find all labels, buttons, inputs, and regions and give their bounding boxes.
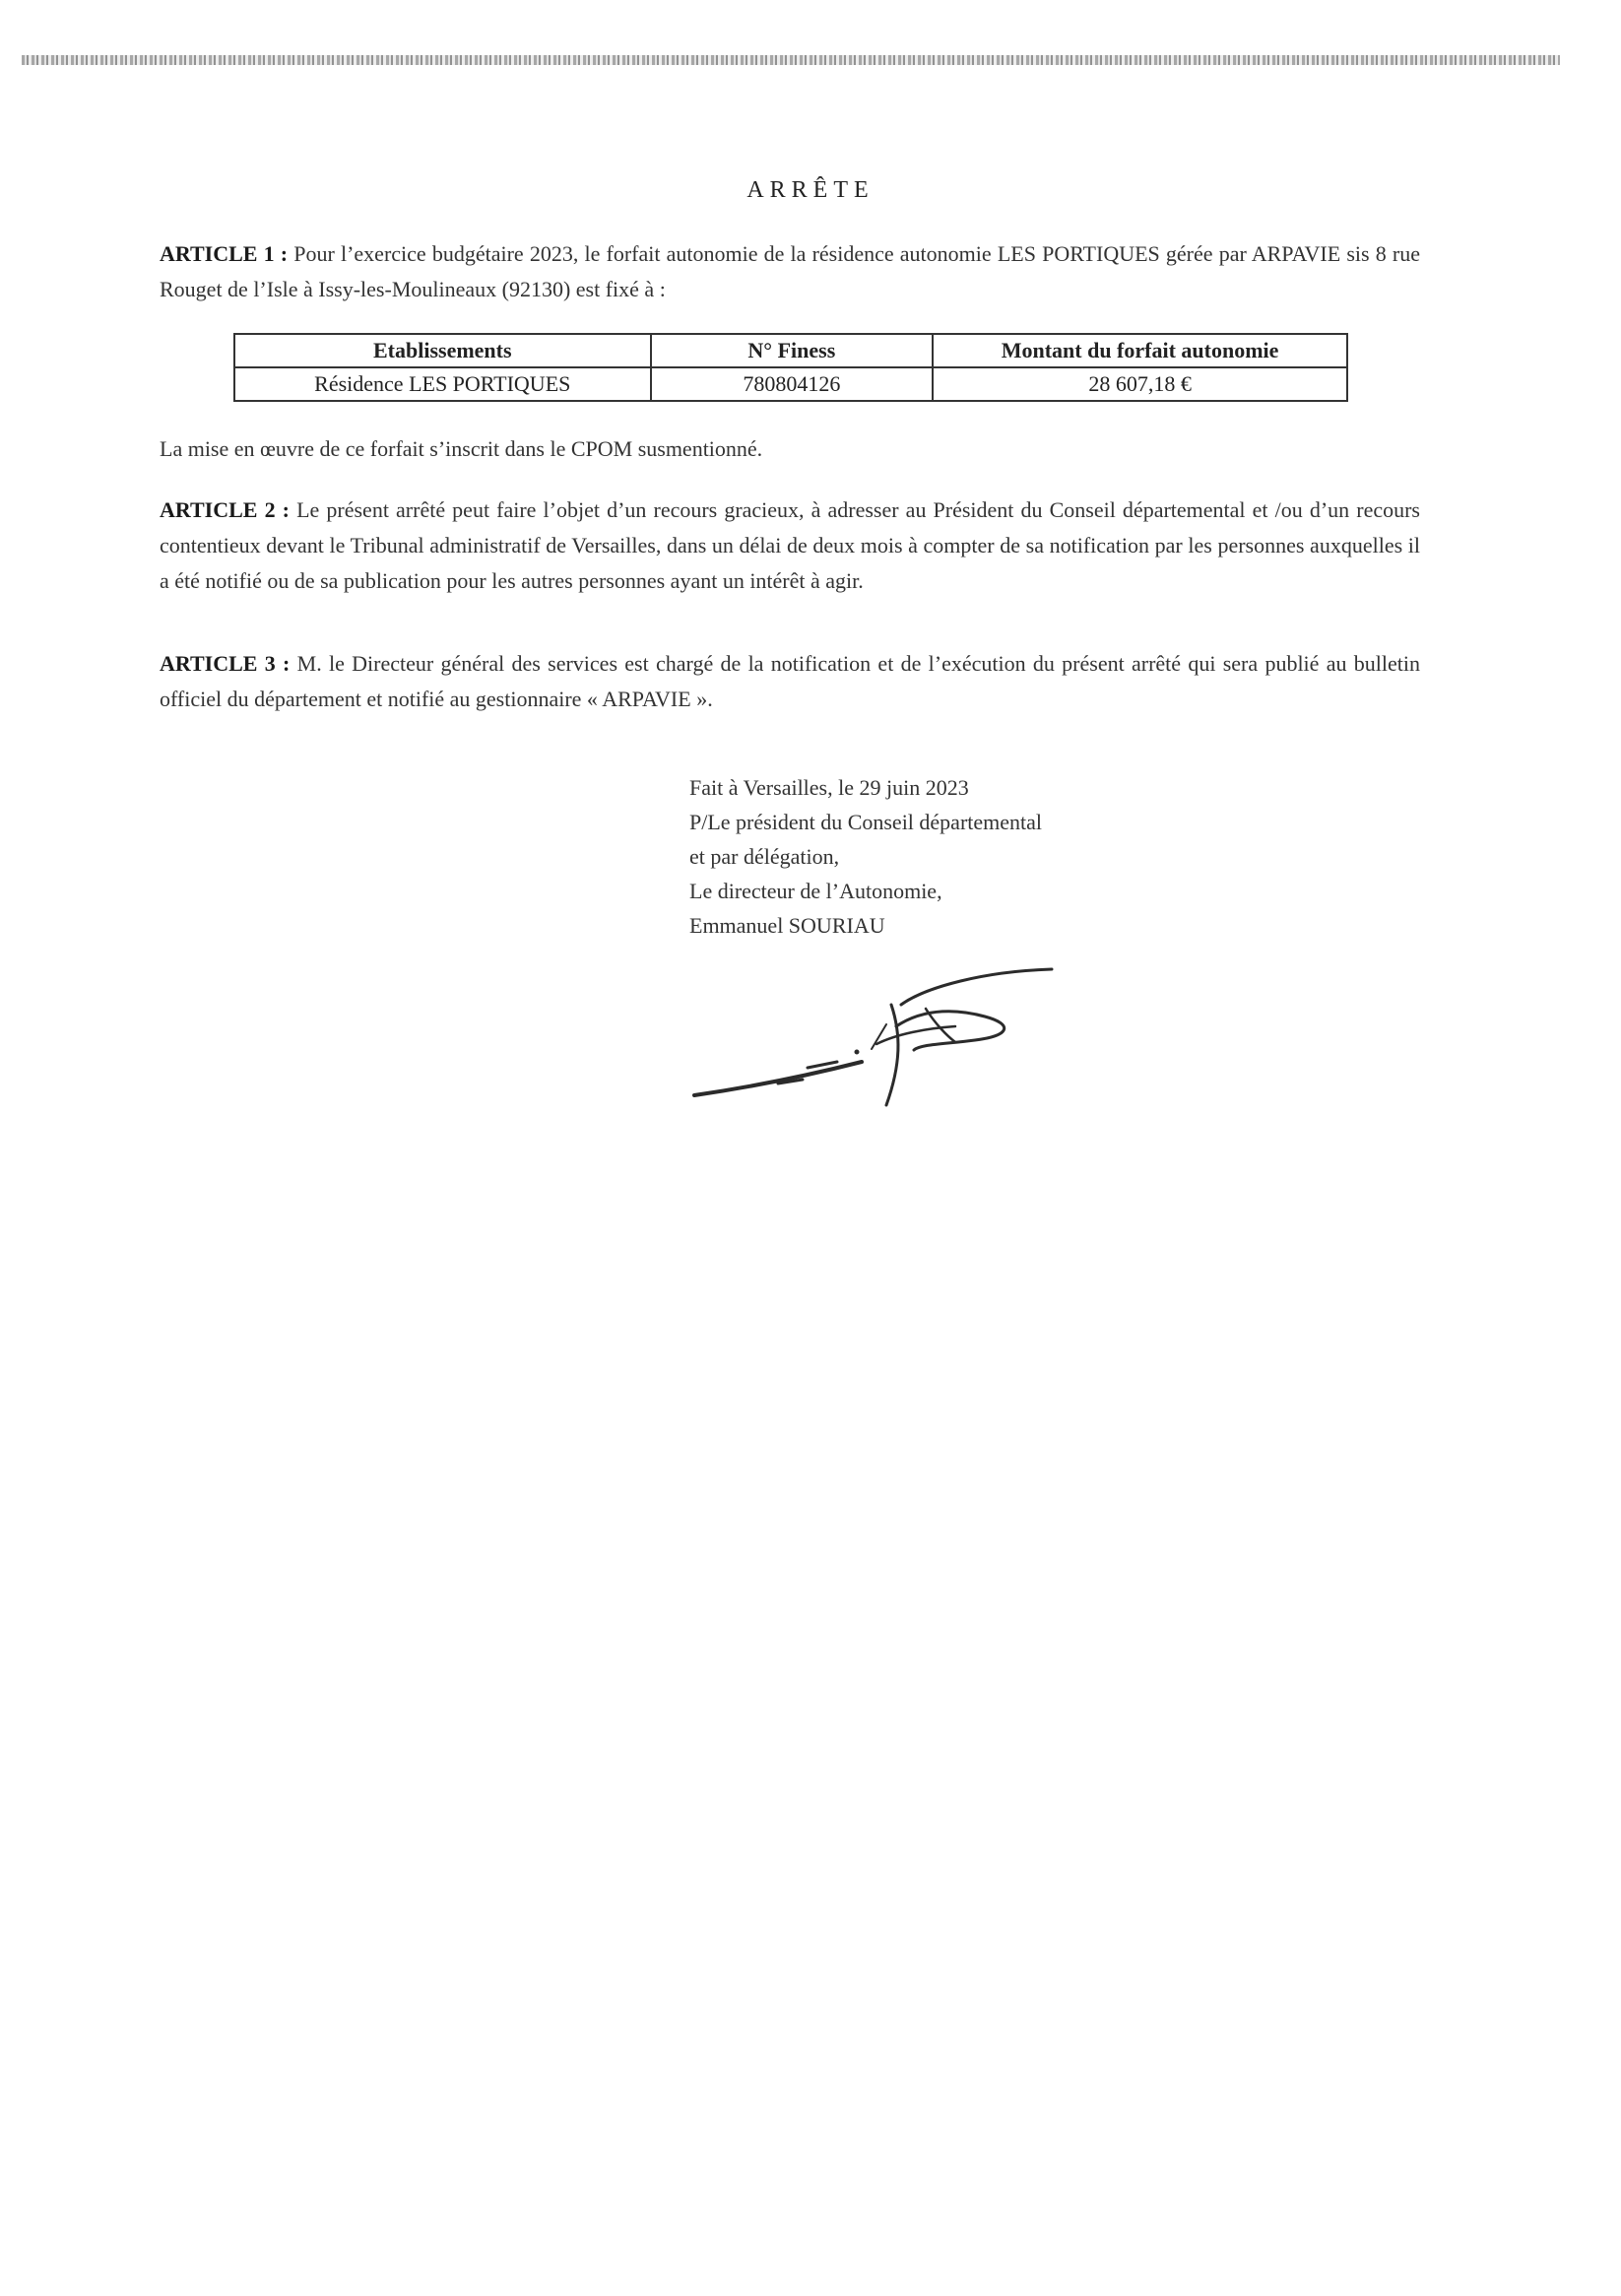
signature-block <box>689 770 1042 943</box>
article-2 <box>160 492 1420 599</box>
signature-name: Emmanuel SOURIAU <box>689 913 885 938</box>
cell-montant: 28 607,18 € <box>933 367 1347 401</box>
header-etablissements: Etablissements <box>234 334 651 367</box>
signature-role-line: P/Le président du Conseil départemental <box>689 810 1043 834</box>
signature-delegation-line: et par délégation, <box>689 844 840 869</box>
forfait-table <box>233 333 1348 402</box>
scan-header-strip <box>22 55 1560 65</box>
article-1 <box>160 236 1420 307</box>
article-2-text: Le présent arrêté peut faire l’objet d’un recours gracieux, à adresser au Président du Conseil départemental et /ou d’un recours contentieux devant le Tribunal administratif de Versailles, dans un délai de deux mois à compter de sa notification par les personnes auxquelles il a été notifié ou de sa publication pour les autres personnes ayant un intérêt à agir. <box>160 497 1420 593</box>
article-1-text: Pour l’exercice budgétaire 2023, le forfait autonomie de la résidence autonomie LES PORTIQUES gérée par ARPAVIE sis 8 rue Rouget de l’Isle à Issy-les-Moulineaux (92130) est fixé à : <box>160 241 1420 301</box>
article-1-label: ARTICLE 1 : <box>160 241 289 266</box>
article-3 <box>160 646 1420 717</box>
article-2-label: ARTICLE 2 : <box>160 497 290 522</box>
table-header-row <box>234 334 1347 367</box>
header-finess: N° Finess <box>651 334 934 367</box>
header-montant: Montant du forfait autonomie <box>933 334 1347 367</box>
cell-finess: 780804126 <box>651 367 934 401</box>
cpom-paragraph: La mise en œuvre de ce forfait s’inscrit dans le CPOM susmentionné. <box>160 436 763 461</box>
handwritten-signature <box>689 965 1064 1113</box>
document-title: ARRÊTE <box>746 177 875 203</box>
signature-place-date: Fait à Versailles, le 29 juin 2023 <box>689 775 969 800</box>
cell-etablissement: Résidence LES PORTIQUES <box>234 367 651 401</box>
article-3-text: M. le Directeur général des services est chargé de la notification et de l’exécution du présent arrêté qui sera publié au bulletin officiel du département et notifié au gestionnaire « ARPAVIE ». <box>160 651 1420 711</box>
article-3-label: ARTICLE 3 : <box>160 651 291 676</box>
table-row <box>234 367 1347 401</box>
signature-title-line: Le directeur de l’Autonomie, <box>689 879 942 903</box>
